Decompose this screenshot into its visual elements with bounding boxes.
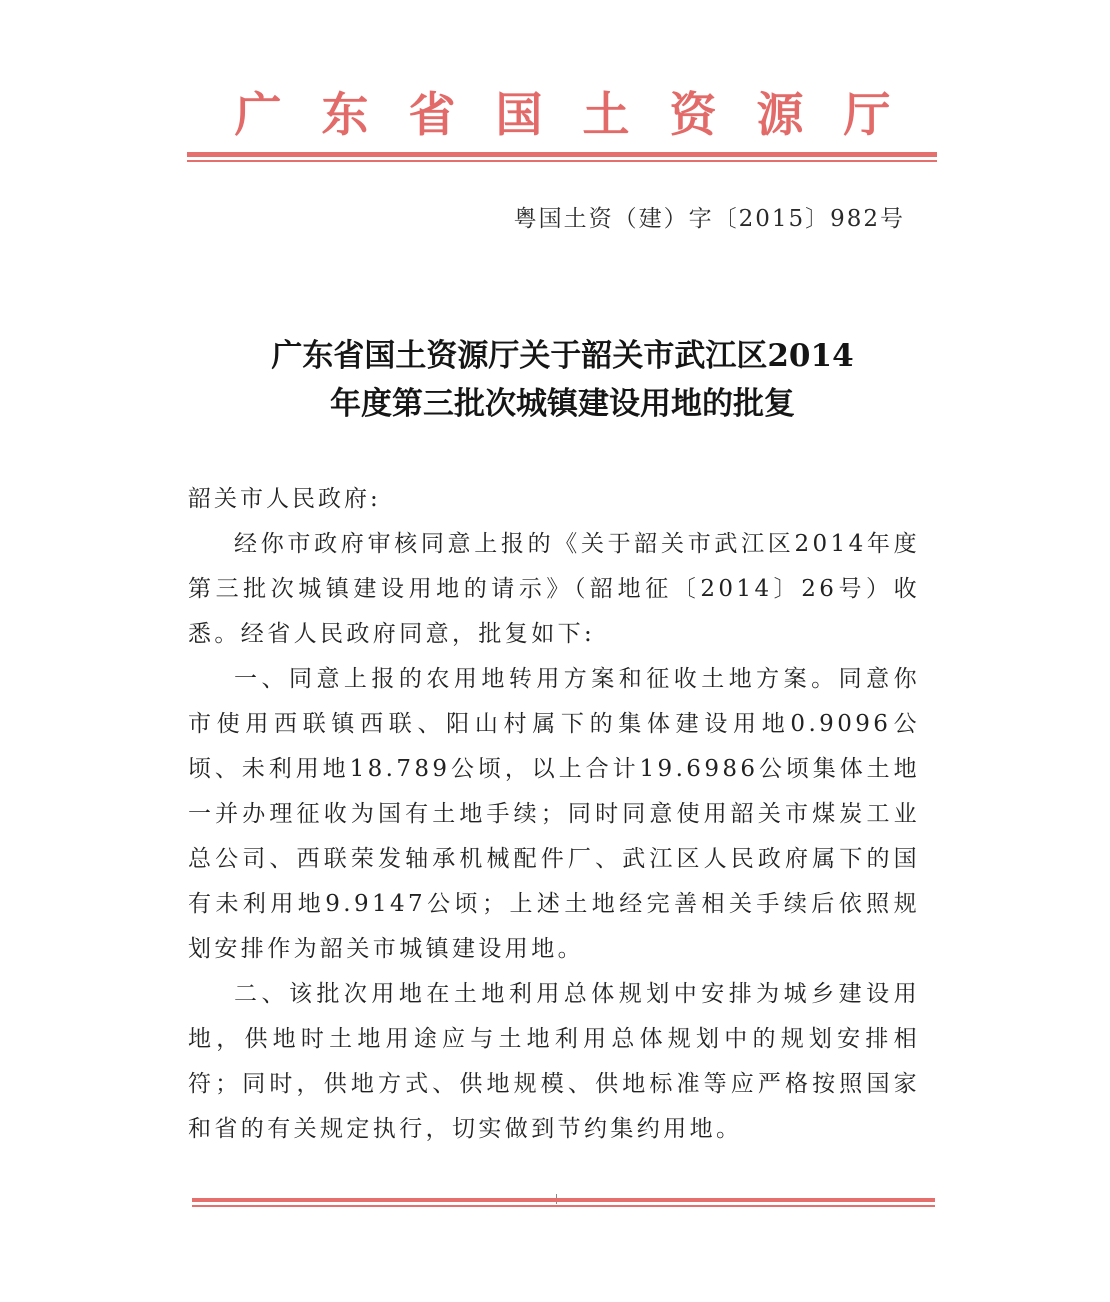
letterhead-red-rule-thin xyxy=(187,160,937,162)
letterhead-title: 广东省国土资源厅 xyxy=(234,88,931,143)
document-title-line-1: 广东省国土资源厅关于韶关市武江区2014 xyxy=(271,338,854,374)
document-number: 粤国土资（建）字〔2015〕982号 xyxy=(513,206,905,232)
letterhead-red-rule-thick xyxy=(187,152,937,157)
body-paragraph-item-2: 二、该批次用地在土地利用总体规划中安排为城乡建设用地，供地时土地用途应与土地利用总体规划中的规划安排相符；同时，供地方式、供地规模、供地标准等应严格按照国家和省的有关规定执行，切实做到节约集约用地。 xyxy=(188,981,920,1142)
body-paragraph-intro: 经你市政府审核同意上报的《关于韶关市武江区2014年度第三批次城镇建设用地的请示》（韶地征〔2014〕26号）收悉。经省人民政府同意，批复如下: xyxy=(188,531,920,647)
addressee: 韶关市人民政府: xyxy=(188,486,381,512)
document-title-line-2: 年度第三批次城镇建设用地的批复 xyxy=(330,386,795,422)
footer-red-rule-thick xyxy=(192,1198,935,1202)
document-body xyxy=(188,522,920,1152)
footer-red-rule-thin xyxy=(192,1205,935,1207)
body-paragraph-item-1: 一、同意上报的农用地转用方案和征收土地方案。同意你市使用西联镇西联、阳山村属下的集体建设用地0.9096公顷、未利用地18.789公顷，以上合计19.6986公顷集体土地一并办理征收为国有土地手续；同时同意使用韶关市煤炭工业总公司、西联荣发轴承机械配件厂、武江区人民政府属下的国有未利用地9.9147公顷；上述土地经完善相关手续后依照规划安排作为韶关市城镇建设用地。 xyxy=(188,666,920,962)
document-title xyxy=(190,332,935,428)
